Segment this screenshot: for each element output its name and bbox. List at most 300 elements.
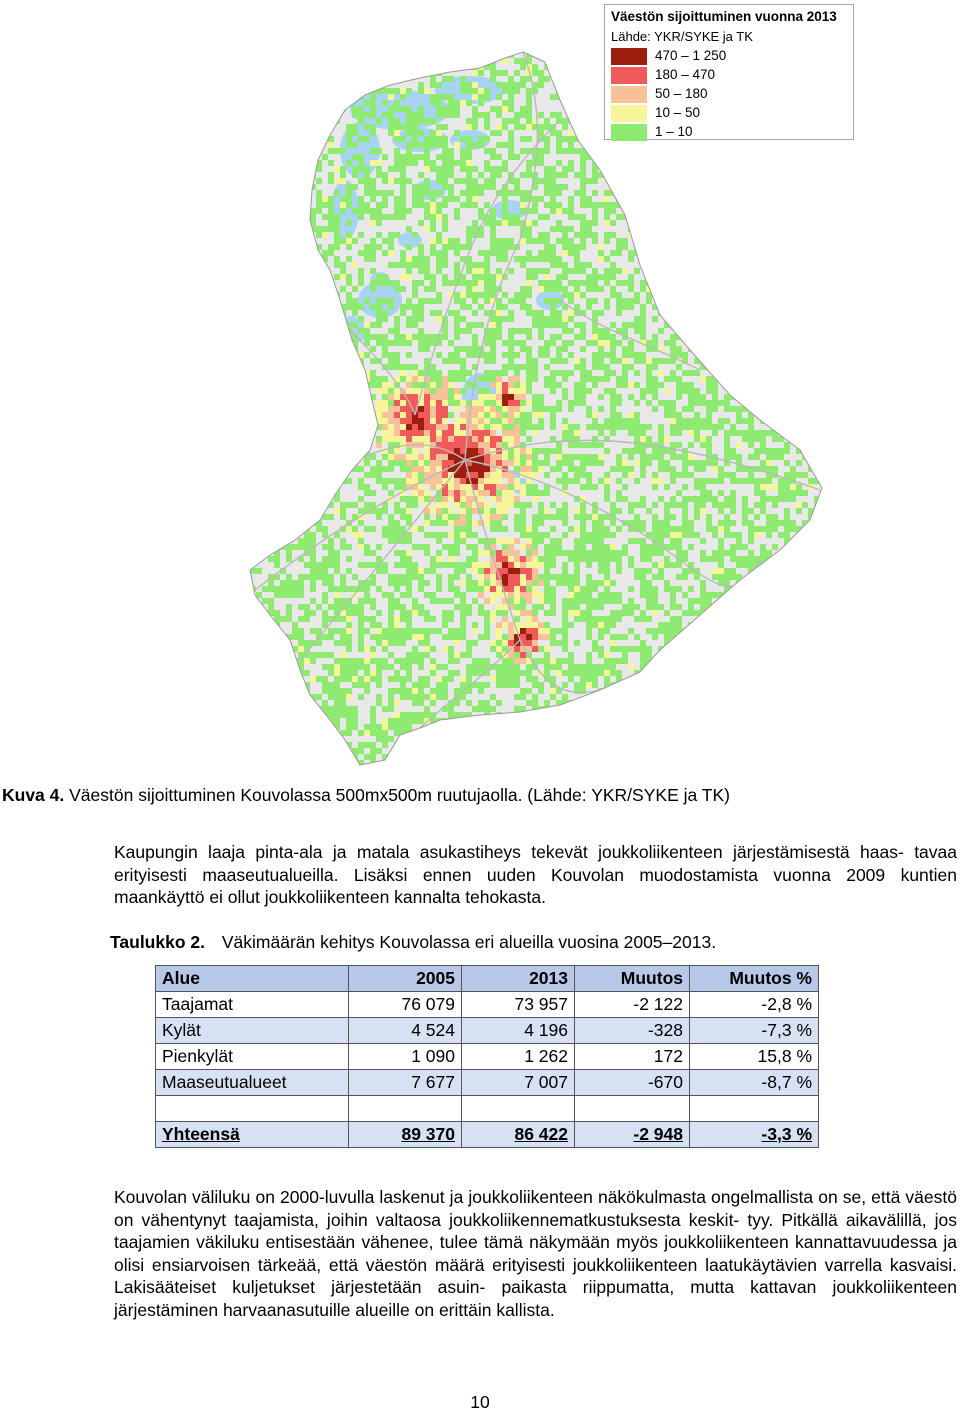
population-cell — [658, 268, 664, 274]
population-cell — [430, 370, 436, 376]
population-cell — [334, 220, 340, 226]
population-cell — [664, 406, 670, 412]
population-cell — [496, 490, 502, 496]
population-cell — [316, 136, 322, 142]
population-cell — [670, 340, 676, 346]
population-cell — [424, 454, 430, 460]
population-cell — [658, 676, 664, 682]
population-cell — [376, 634, 382, 640]
population-cell — [436, 730, 442, 736]
population-cell — [652, 406, 658, 412]
population-cell — [472, 292, 478, 298]
population-cell — [280, 688, 286, 694]
population-cell — [268, 52, 274, 58]
population-cell — [604, 202, 610, 208]
population-cell — [598, 538, 604, 544]
population-cell — [364, 184, 370, 190]
population-cell — [346, 616, 352, 622]
population-cell — [640, 328, 646, 334]
population-cell — [484, 586, 490, 592]
population-cell — [550, 190, 556, 196]
population-cell — [496, 526, 502, 532]
population-cell — [262, 190, 268, 196]
population-cell — [340, 652, 346, 658]
population-cell — [610, 334, 616, 340]
population-cell — [346, 694, 352, 700]
population-cell — [382, 706, 388, 712]
population-cell — [250, 700, 256, 706]
population-cell — [670, 142, 676, 148]
population-cell — [490, 418, 496, 424]
population-cell — [544, 742, 550, 748]
population-cell — [640, 454, 646, 460]
population-cell — [262, 358, 268, 364]
population-cell — [460, 502, 466, 508]
population-cell — [652, 358, 658, 364]
population-cell — [340, 676, 346, 682]
population-cell — [412, 58, 418, 64]
population-cell — [316, 502, 322, 508]
population-cell — [568, 352, 574, 358]
population-cell — [334, 466, 340, 472]
population-cell — [586, 634, 592, 640]
population-cell — [508, 682, 514, 688]
population-cell — [274, 688, 280, 694]
population-cell — [496, 502, 502, 508]
population-cell — [394, 340, 400, 346]
population-cell — [478, 190, 484, 196]
population-cell — [454, 400, 460, 406]
population-cell — [508, 730, 514, 736]
population-cell — [340, 406, 346, 412]
population-cell — [454, 424, 460, 430]
population-cell — [496, 436, 502, 442]
population-cell — [268, 112, 274, 118]
population-cell — [472, 268, 478, 274]
population-cell — [484, 472, 490, 478]
population-cell — [562, 478, 568, 484]
population-cell — [274, 130, 280, 136]
population-cell — [538, 328, 544, 334]
population-cell — [532, 400, 538, 406]
population-cell — [370, 160, 376, 166]
population-cell — [538, 418, 544, 424]
population-cell — [502, 202, 508, 208]
population-cell — [442, 244, 448, 250]
population-cell — [544, 508, 550, 514]
population-cell — [670, 250, 676, 256]
population-cell — [376, 610, 382, 616]
population-cell — [538, 562, 544, 568]
population-cell — [544, 346, 550, 352]
population-cell — [286, 64, 292, 70]
population-cell — [298, 178, 304, 184]
population-cell — [538, 82, 544, 88]
population-cell — [520, 568, 526, 574]
population-cell — [250, 196, 256, 202]
population-cell — [490, 646, 496, 652]
population-cell — [598, 730, 604, 736]
population-cell — [640, 754, 646, 760]
population-cell — [604, 592, 610, 598]
population-cell — [466, 88, 472, 94]
population-cell — [286, 700, 292, 706]
population-cell — [562, 604, 568, 610]
population-cell — [448, 244, 454, 250]
population-cell — [394, 562, 400, 568]
population-cell — [412, 280, 418, 286]
population-cell — [640, 652, 646, 658]
population-cell — [442, 646, 448, 652]
population-cell — [550, 718, 556, 724]
population-cell — [376, 202, 382, 208]
population-cell — [622, 280, 628, 286]
population-cell — [628, 418, 634, 424]
population-cell — [346, 160, 352, 166]
population-cell — [310, 574, 316, 580]
population-cell — [592, 178, 598, 184]
population-cell — [322, 400, 328, 406]
population-cell — [592, 682, 598, 688]
population-cell — [580, 442, 586, 448]
population-cell — [334, 670, 340, 676]
population-cell — [652, 598, 658, 604]
population-cell — [346, 634, 352, 640]
population-cell — [592, 550, 598, 556]
population-cell — [652, 478, 658, 484]
population-cell — [616, 280, 622, 286]
population-cell — [472, 178, 478, 184]
population-cell — [604, 142, 610, 148]
population-cell — [268, 652, 274, 658]
population-cell — [544, 670, 550, 676]
population-cell — [556, 538, 562, 544]
population-cell — [556, 286, 562, 292]
population-cell — [466, 82, 472, 88]
population-cell — [274, 442, 280, 448]
population-cell — [406, 412, 412, 418]
population-cell — [298, 712, 304, 718]
population-cell — [472, 706, 478, 712]
population-cell — [502, 646, 508, 652]
population-cell — [346, 304, 352, 310]
population-cell — [484, 520, 490, 526]
population-cell — [538, 148, 544, 154]
population-cell — [610, 748, 616, 754]
population-cell — [586, 406, 592, 412]
population-cell — [412, 718, 418, 724]
population-cell — [286, 760, 292, 766]
population-cell — [364, 352, 370, 358]
population-cell — [580, 592, 586, 598]
population-cell — [508, 316, 514, 322]
population-cell — [646, 436, 652, 442]
population-cell — [286, 592, 292, 598]
population-cell — [316, 568, 322, 574]
population-cell — [256, 742, 262, 748]
population-cell — [268, 442, 274, 448]
population-cell — [286, 100, 292, 106]
population-cell — [592, 454, 598, 460]
population-cell — [340, 616, 346, 622]
population-cell — [364, 502, 370, 508]
population-cell — [472, 664, 478, 670]
population-cell — [424, 184, 430, 190]
population-cell — [514, 484, 520, 490]
population-cell — [430, 274, 436, 280]
population-cell — [514, 154, 520, 160]
population-cell — [568, 556, 574, 562]
population-cell — [604, 580, 610, 586]
population-cell — [580, 64, 586, 70]
population-cell — [568, 604, 574, 610]
population-cell — [520, 208, 526, 214]
population-cell — [568, 52, 574, 58]
population-cell — [544, 172, 550, 178]
population-cell — [598, 646, 604, 652]
population-cell — [568, 466, 574, 472]
population-cell — [628, 754, 634, 760]
population-cell — [508, 352, 514, 358]
population-cell — [544, 664, 550, 670]
population-cell — [574, 244, 580, 250]
population-cell — [406, 142, 412, 148]
population-cell — [304, 424, 310, 430]
population-cell — [340, 700, 346, 706]
population-cell — [322, 748, 328, 754]
population-cell — [298, 508, 304, 514]
population-cell — [334, 262, 340, 268]
population-cell — [580, 214, 586, 220]
population-cell — [286, 670, 292, 676]
population-cell — [304, 760, 310, 766]
population-cell — [454, 754, 460, 760]
population-cell — [400, 136, 406, 142]
population-cell — [256, 316, 262, 322]
population-cell — [580, 718, 586, 724]
population-cell — [502, 340, 508, 346]
population-cell — [400, 484, 406, 490]
population-cell — [538, 736, 544, 742]
population-cell — [460, 292, 466, 298]
population-cell — [562, 376, 568, 382]
population-cell — [250, 130, 256, 136]
population-cell — [400, 550, 406, 556]
population-cell — [448, 190, 454, 196]
population-cell — [298, 316, 304, 322]
population-cell — [598, 706, 604, 712]
population-cell — [328, 562, 334, 568]
population-cell — [262, 88, 268, 94]
population-cell — [490, 76, 496, 82]
population-cell — [652, 220, 658, 226]
population-cell — [520, 148, 526, 154]
population-cell — [448, 706, 454, 712]
population-cell — [304, 154, 310, 160]
population-cell — [280, 496, 286, 502]
population-cell — [460, 610, 466, 616]
population-cell — [622, 268, 628, 274]
population-cell — [394, 406, 400, 412]
population-cell — [340, 658, 346, 664]
population-cell — [502, 82, 508, 88]
population-cell — [340, 352, 346, 358]
population-cell — [268, 556, 274, 562]
population-cell — [568, 442, 574, 448]
population-cell — [490, 442, 496, 448]
population-cell — [496, 424, 502, 430]
population-cell — [250, 310, 256, 316]
population-cell — [268, 628, 274, 634]
population-cell — [406, 724, 412, 730]
population-cell — [580, 508, 586, 514]
population-cell — [472, 352, 478, 358]
population-cell — [412, 688, 418, 694]
population-cell — [460, 436, 466, 442]
population-cell — [370, 94, 376, 100]
population-cell — [442, 280, 448, 286]
population-cell — [568, 58, 574, 64]
population-cell — [580, 382, 586, 388]
population-cell — [316, 118, 322, 124]
population-cell — [340, 442, 346, 448]
population-cell — [478, 322, 484, 328]
population-cell — [286, 526, 292, 532]
population-cell — [574, 574, 580, 580]
population-cell — [556, 742, 562, 748]
population-cell — [622, 190, 628, 196]
population-cell — [430, 568, 436, 574]
population-cell — [376, 190, 382, 196]
population-cell — [328, 556, 334, 562]
population-cell — [256, 382, 262, 388]
population-cell — [418, 328, 424, 334]
population-cell — [664, 508, 670, 514]
population-cell — [316, 424, 322, 430]
population-cell — [388, 88, 394, 94]
population-cell — [484, 160, 490, 166]
population-cell — [424, 382, 430, 388]
population-cell — [292, 724, 298, 730]
population-cell — [412, 304, 418, 310]
population-cell — [448, 394, 454, 400]
population-cell — [514, 676, 520, 682]
population-cell — [496, 298, 502, 304]
population-cell — [568, 454, 574, 460]
population-cell — [454, 592, 460, 598]
population-cell — [508, 484, 514, 490]
population-cell — [412, 184, 418, 190]
population-cell — [496, 250, 502, 256]
population-cell — [628, 628, 634, 634]
population-cell — [262, 196, 268, 202]
population-cell — [478, 700, 484, 706]
population-cell — [532, 520, 538, 526]
population-cell — [286, 136, 292, 142]
population-cell — [406, 496, 412, 502]
population-cell — [376, 76, 382, 82]
population-cell — [550, 196, 556, 202]
population-cell — [478, 142, 484, 148]
population-cell — [292, 112, 298, 118]
population-cell — [532, 376, 538, 382]
population-cell — [370, 280, 376, 286]
population-cell — [382, 316, 388, 322]
population-cell — [514, 328, 520, 334]
population-cell — [502, 166, 508, 172]
population-cell — [514, 178, 520, 184]
population-cell — [382, 88, 388, 94]
population-cell — [256, 136, 262, 142]
population-cell — [622, 496, 628, 502]
population-cell — [646, 652, 652, 658]
population-cell — [550, 262, 556, 268]
population-cell — [394, 124, 400, 130]
population-cell — [544, 568, 550, 574]
population-cell — [298, 100, 304, 106]
population-cell — [586, 88, 592, 94]
population-cell — [616, 568, 622, 574]
population-cell — [460, 730, 466, 736]
population-cell — [670, 442, 676, 448]
population-cell — [568, 208, 574, 214]
population-cell — [616, 610, 622, 616]
population-cell — [454, 586, 460, 592]
population-cell — [478, 172, 484, 178]
population-cell — [268, 664, 274, 670]
population-cell — [466, 742, 472, 748]
population-cell — [478, 658, 484, 664]
population-cell — [490, 172, 496, 178]
population-cell — [250, 202, 256, 208]
population-cell — [520, 304, 526, 310]
population-cell — [430, 724, 436, 730]
population-cell — [304, 286, 310, 292]
population-cell — [520, 346, 526, 352]
population-cell — [532, 586, 538, 592]
population-cell — [460, 304, 466, 310]
population-cell — [310, 400, 316, 406]
population-cell — [520, 754, 526, 760]
population-cell — [364, 562, 370, 568]
population-cell — [484, 580, 490, 586]
population-cell — [622, 298, 628, 304]
population-cell — [430, 664, 436, 670]
population-cell — [592, 676, 598, 682]
population-cell — [292, 748, 298, 754]
population-cell — [472, 580, 478, 586]
population-cell — [604, 484, 610, 490]
population-cell — [574, 604, 580, 610]
population-cell — [400, 256, 406, 262]
population-cell — [454, 532, 460, 538]
population-cell — [412, 388, 418, 394]
population-cell — [670, 244, 676, 250]
population-cell — [280, 250, 286, 256]
population-cell — [604, 700, 610, 706]
population-cell — [550, 676, 556, 682]
population-cell — [358, 250, 364, 256]
population-cell — [388, 700, 394, 706]
population-cell — [292, 280, 298, 286]
population-cell — [508, 142, 514, 148]
population-cell — [502, 682, 508, 688]
population-cell — [346, 256, 352, 262]
population-cell — [550, 730, 556, 736]
population-cell — [448, 280, 454, 286]
population-cell — [454, 106, 460, 112]
population-cell — [430, 190, 436, 196]
